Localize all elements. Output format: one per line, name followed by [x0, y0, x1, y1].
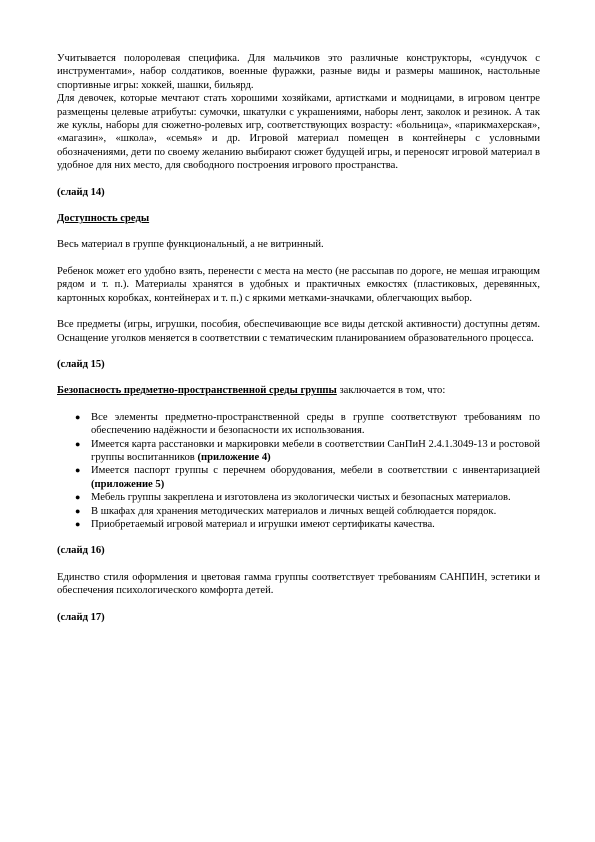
list-item: ● В шкафах для хранения методических материалов и личных вещей соблюдается порядок.: [75, 505, 497, 517]
paragraph-items-accessible: Все предметы (игры, игрушки, пособия, обеспечивающие все виды детской активности) доступны детям. Оснащение уголков меняется в соответствии с тематическим планированием образовательного процесса.: [57, 319, 540, 344]
list-item: ● Приобретаемый игровой материал и игрушки имеют сертификаты качества.: [75, 518, 435, 530]
document-page: [57, 52, 540, 624]
list-item: ● Все элементы предметно-пространственной среды в группе соответствуют требованиям по обеспечению надёжности и безопасности их использования.: [75, 411, 540, 437]
bullet-icon: ●: [75, 492, 81, 503]
paragraph-storage: Ребенок может его удобно взять, перенести с места на место (не рассыпав по дороге, не мешая играющим рядом и т. п.). Материалы хранятся в удобных и практичных емкостях (пластиковых, деревянных, картонных коробках, контейнерах и т. п.) с яркими метками-значками, облегчающих выбор.: [57, 265, 540, 304]
slide-17-label: (слайд 17): [57, 611, 105, 623]
bullet-icon: ●: [75, 505, 81, 516]
heading-accessibility: Доступность среды: [57, 213, 150, 225]
paragraph-gender-specifics: Учитывается полоролевая специфика. Для мальчиков это различные конструкторы, «сундучок с инструментами», набор солдатиков, военные фуражки, разные виды и размеры машинок, настольные спортивные игры: хоккей, шашки, бильярд.: [57, 53, 540, 91]
list-item: ● Имеется паспорт группы с перечнем оборудования, мебели в соответствии с инвентаризацией (приложение 5): [75, 465, 540, 490]
appendix-ref: (приложение 4): [197, 451, 271, 463]
slide-16-label: (слайд 16): [57, 545, 105, 557]
bullet-icon: ●: [75, 518, 81, 529]
slide-15-label: (слайд 15): [57, 358, 105, 370]
paragraph-girls-attributes: Для девочек, которые мечтают стать хорошими хозяйками, артистками и модницами, в игровом центре размещены целевые атрибуты: сумочки, шкатулки с украшениями, наборы лент, заколок и резинок. А так же куклы, наборы для сюжетно-ролевых игр, соответствующих возрасту: «больница», «парикмахерская», «магазин», «школа», «семья» и др. Игровой материал помещен в контейнеры с условными обозначениями, дети по своему желанию выбирают сюжет будущей игры, и переносят игровой материал в удобное для них место, для свободного построения игрового пространства.: [57, 93, 540, 172]
list-item: ● Мебель группы закреплена и изготовлена из экологически чистых и безопасных материалов.: [75, 492, 511, 504]
paragraph-functional-material: Весь материал в группе функциональный, а не витринный.: [57, 239, 324, 251]
safety-bullet-list: [57, 411, 540, 532]
list-item: ● Имеется карта расстановки и маркировки мебели в соответствии СанПиН 2.4.1.3049-13 и ростовой группы воспитанников (приложение 4): [75, 438, 540, 463]
safety-heading: Безопасность предметно-пространственной среды группы: [57, 385, 337, 397]
bullet-icon: ●: [75, 411, 81, 422]
paragraph-style-unity: Единство стиля оформления и цветовая гамма группы соответствует требованиям САНПИН, эстетики и обеспечения психологического комфорта детей.: [57, 571, 540, 597]
appendix-ref: (приложение 5): [91, 478, 165, 490]
paragraph-safety-intro: [57, 384, 540, 397]
bullet-icon: ●: [75, 465, 81, 476]
bullet-icon: ●: [75, 438, 81, 449]
safety-heading-tail: заключается в том, что:: [336, 385, 446, 397]
slide-14-label: (слайд 14): [57, 186, 105, 198]
